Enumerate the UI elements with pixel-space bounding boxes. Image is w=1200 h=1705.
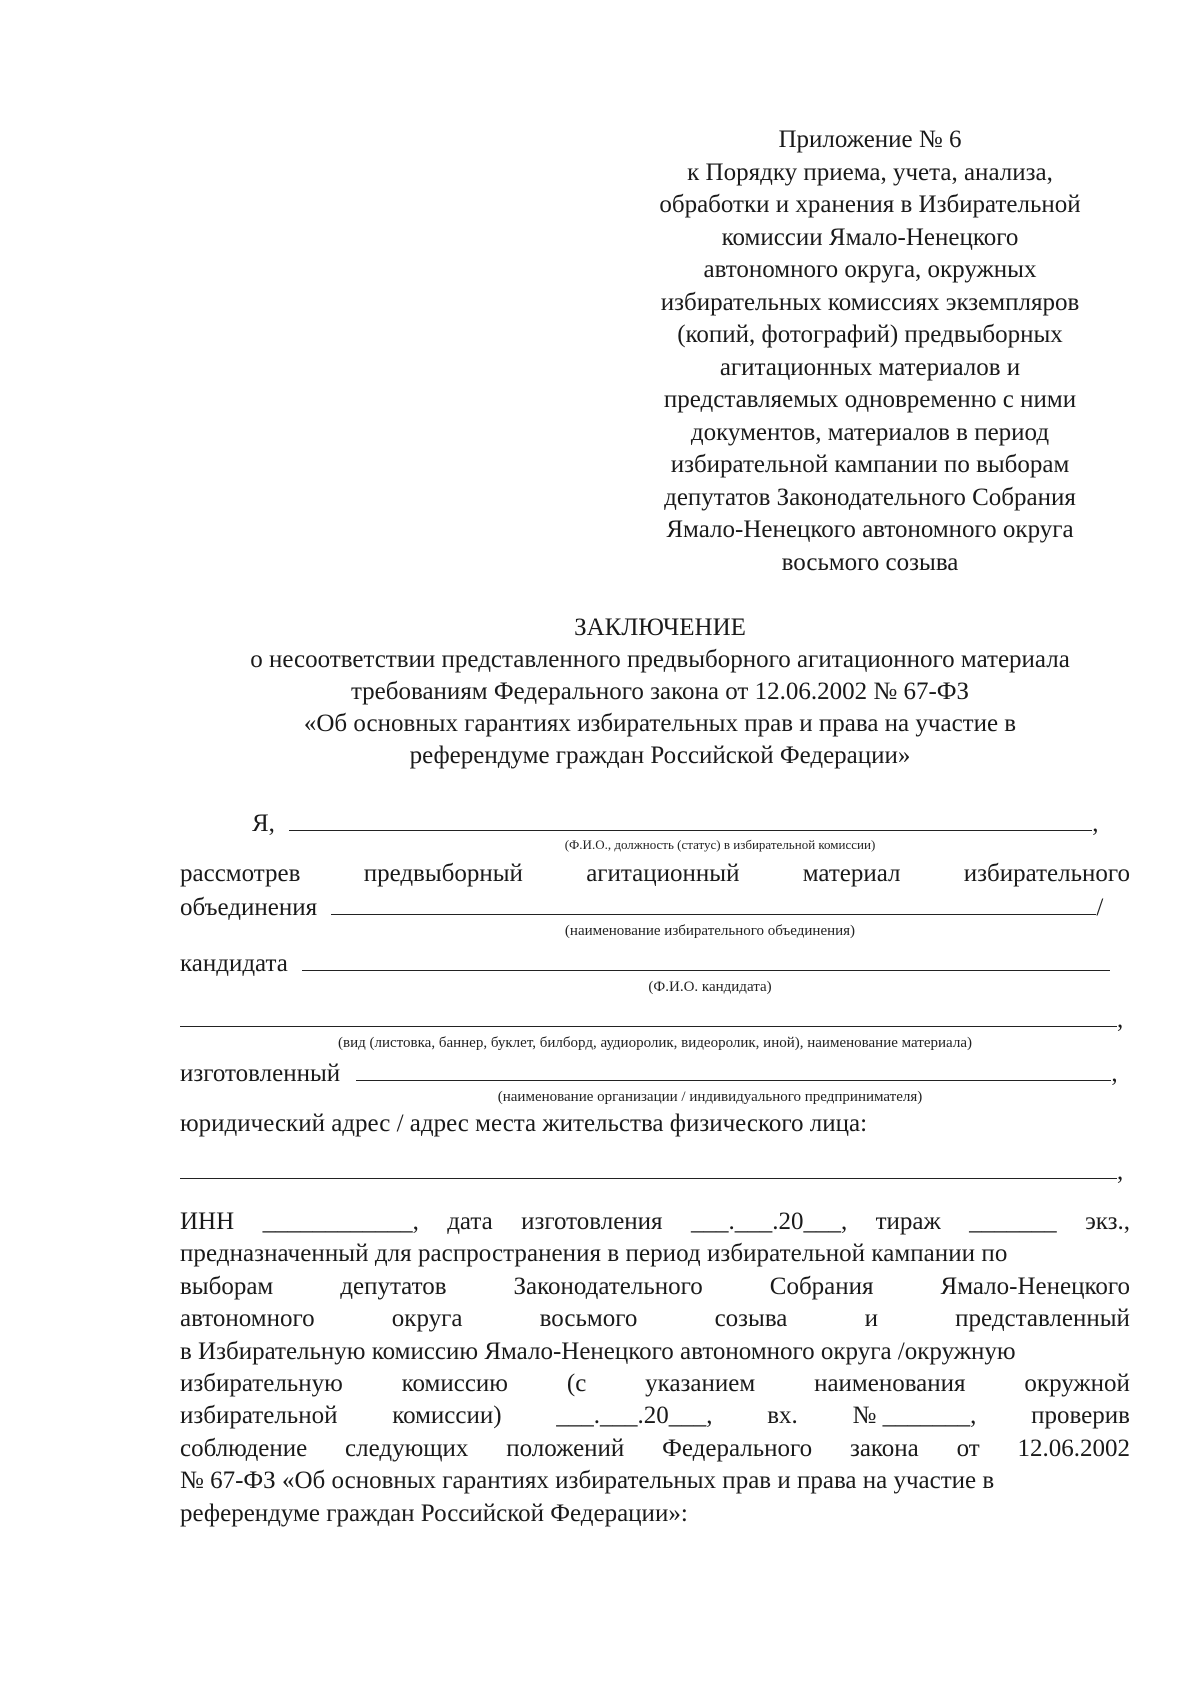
- word: проверив: [1031, 1402, 1130, 1430]
- field-incoming-number[interactable]: № _______,: [852, 1402, 977, 1430]
- word: представленный: [955, 1305, 1130, 1333]
- para-line-8: [180, 1433, 1130, 1465]
- word: экз.,: [1085, 1208, 1130, 1235]
- slash: /: [1096, 894, 1104, 921]
- comma: ,: [1092, 810, 1099, 837]
- field-material-kind[interactable]: [180, 1002, 1117, 1027]
- appendix-line: избирательной кампании по выборам: [670, 451, 1070, 478]
- hint-material-kind: (вид (листовка, баннер, буклет, билборд, аудиоролик, видеоролик, иной), наименование материала): [338, 1035, 972, 1051]
- appendix-line: агитационных материалов и: [719, 353, 1021, 381]
- row-examiner: [180, 806, 1130, 838]
- word: избирательной: [180, 1402, 338, 1430]
- para-line-1: [180, 1206, 1130, 1238]
- word: Законодательного: [513, 1272, 703, 1300]
- word: (с: [566, 1369, 587, 1397]
- title-heading: ЗАКЛЮЧЕНИЕ: [574, 614, 746, 641]
- row-manufacturer: [180, 1056, 1130, 1088]
- hint-association: (наименование избирательного объединения): [564, 923, 856, 939]
- word: положений: [506, 1434, 625, 1462]
- word: автономного: [180, 1305, 315, 1333]
- word: избирательную: [180, 1369, 343, 1397]
- word: депутатов: [340, 1272, 447, 1300]
- field-inn[interactable]: ____________,: [262, 1208, 419, 1235]
- word: и: [864, 1305, 878, 1333]
- row-address-label: [180, 1108, 1130, 1140]
- word: выборам: [180, 1272, 274, 1300]
- field-manufacture-date[interactable]: ___.___.20___,: [690, 1208, 848, 1235]
- hint-manufacturer: (наименование организации / индивидуального предпринимателя): [497, 1089, 923, 1105]
- word: от: [956, 1434, 980, 1462]
- word: ИНН: [180, 1208, 235, 1235]
- para-line-3: [180, 1271, 1130, 1303]
- para-line-5: [180, 1336, 1130, 1368]
- word: комиссии): [392, 1402, 502, 1430]
- word: 12.06.2002: [1017, 1434, 1130, 1462]
- para-line-2: [180, 1238, 1130, 1270]
- hint-candidate: (Ф.И.О. кандидата): [648, 979, 772, 995]
- word: материал: [802, 860, 901, 887]
- field-circulation[interactable]: _______: [969, 1208, 1057, 1235]
- title-line: «Об основных гарантиях избирательных прав и права на участие в: [303, 710, 1017, 737]
- appendix-header: [620, 124, 1120, 579]
- field-candidate-fio[interactable]: [302, 946, 1110, 971]
- appendix-line: автономного округа, окружных: [703, 256, 1037, 283]
- appendix-line: Приложение № 6: [778, 126, 962, 153]
- word: созыва: [714, 1305, 788, 1333]
- field-incoming-date[interactable]: ___.___.20___,: [556, 1402, 713, 1430]
- label-ya: Я,: [252, 810, 275, 837]
- title-line: о несоответствии представленного предвыборного агитационного материала: [250, 646, 1070, 673]
- word: избирательного: [963, 860, 1130, 887]
- para-text: в Избирательную комиссию Ямало-Ненецкого автономного округа /окружную: [180, 1337, 1016, 1365]
- para-line-10: [180, 1498, 1130, 1530]
- comma: ,: [1111, 1060, 1118, 1087]
- para-line-4: [180, 1303, 1130, 1335]
- row-address-field: [180, 1154, 1130, 1186]
- word: следующих: [345, 1434, 469, 1462]
- comma: ,: [1117, 1158, 1124, 1185]
- word: восьмого: [539, 1305, 638, 1333]
- appendix-line: Ямало-Ненецкого автономного округа: [666, 516, 1074, 543]
- appendix-line: восьмого созыва: [781, 548, 959, 576]
- appendix-line: документов, материалов в период: [690, 418, 1050, 446]
- word: соблюдение: [180, 1434, 308, 1462]
- appendix-line: (копий, фотографий) предвыборных: [677, 321, 1063, 348]
- field-association-name[interactable]: [331, 890, 1096, 915]
- appendix-line: обработки и хранения в Избирательной: [659, 191, 1081, 218]
- word: тираж: [875, 1208, 941, 1235]
- word: агитационный: [586, 860, 740, 887]
- document-title: [180, 612, 1140, 772]
- word: изготовления: [521, 1208, 663, 1235]
- word: рассмотрев: [180, 860, 301, 887]
- word: комиссию: [401, 1369, 508, 1397]
- word: предвыборный: [363, 860, 523, 887]
- appendix-line: комиссии Ямало-Ненецкого: [721, 223, 1019, 251]
- para-text: № 67-ФЗ «Об основных гарантиях избирательных прав и права на участие в: [180, 1467, 995, 1495]
- appendix-line: представляемых одновременно с ними: [663, 386, 1077, 413]
- word: вх.: [767, 1402, 798, 1430]
- word: Федерального: [662, 1434, 813, 1462]
- verification-paragraph: [180, 1206, 1130, 1530]
- word: Собрания: [769, 1272, 874, 1300]
- appendix-line: к Порядку приема, учета, анализа,: [687, 158, 1053, 186]
- para-line-9: [180, 1465, 1130, 1497]
- comma: ,: [1117, 1006, 1124, 1033]
- word: дата: [447, 1208, 493, 1235]
- word: закона: [849, 1434, 919, 1462]
- word: наименования: [814, 1369, 966, 1397]
- para-line-6: [180, 1368, 1130, 1400]
- title-line: референдуме граждан Российской Федерации»: [409, 742, 911, 769]
- row-candidate: [180, 946, 1130, 978]
- para-text: референдуме граждан Российской Федерации»:: [180, 1499, 688, 1527]
- field-address[interactable]: [180, 1154, 1117, 1179]
- hint-examiner-fio: (Ф.И.О., должность (статус) в избирательной комиссии): [564, 837, 876, 852]
- row-material-kind: [180, 1002, 1130, 1034]
- label-association: объединения: [180, 894, 318, 921]
- field-examiner-fio[interactable]: [289, 806, 1092, 831]
- label-manufacturer: изготовленный: [180, 1060, 341, 1087]
- title-line: требованиям Федерального закона от 12.06.2002 № 67-ФЗ: [350, 678, 970, 705]
- field-manufacturer[interactable]: [356, 1056, 1111, 1081]
- appendix-line: избирательных комиссиях экземпляров: [660, 288, 1080, 316]
- row-association: [180, 890, 1130, 922]
- word: указанием: [645, 1369, 756, 1397]
- word: окружной: [1024, 1369, 1130, 1397]
- word: округа: [391, 1305, 463, 1333]
- para-line-7: [180, 1400, 1130, 1432]
- appendix-line: депутатов Законодательного Собрания: [664, 483, 1076, 511]
- label-address: юридический адрес / адрес места жительства физического лица:: [180, 1110, 868, 1137]
- label-candidate: кандидата: [180, 950, 288, 977]
- para-text: предназначенный для распространения в период избирательной кампании по: [180, 1240, 1008, 1268]
- word: Ямало-Ненецкого: [940, 1272, 1130, 1300]
- row-reviewed: [180, 858, 1130, 890]
